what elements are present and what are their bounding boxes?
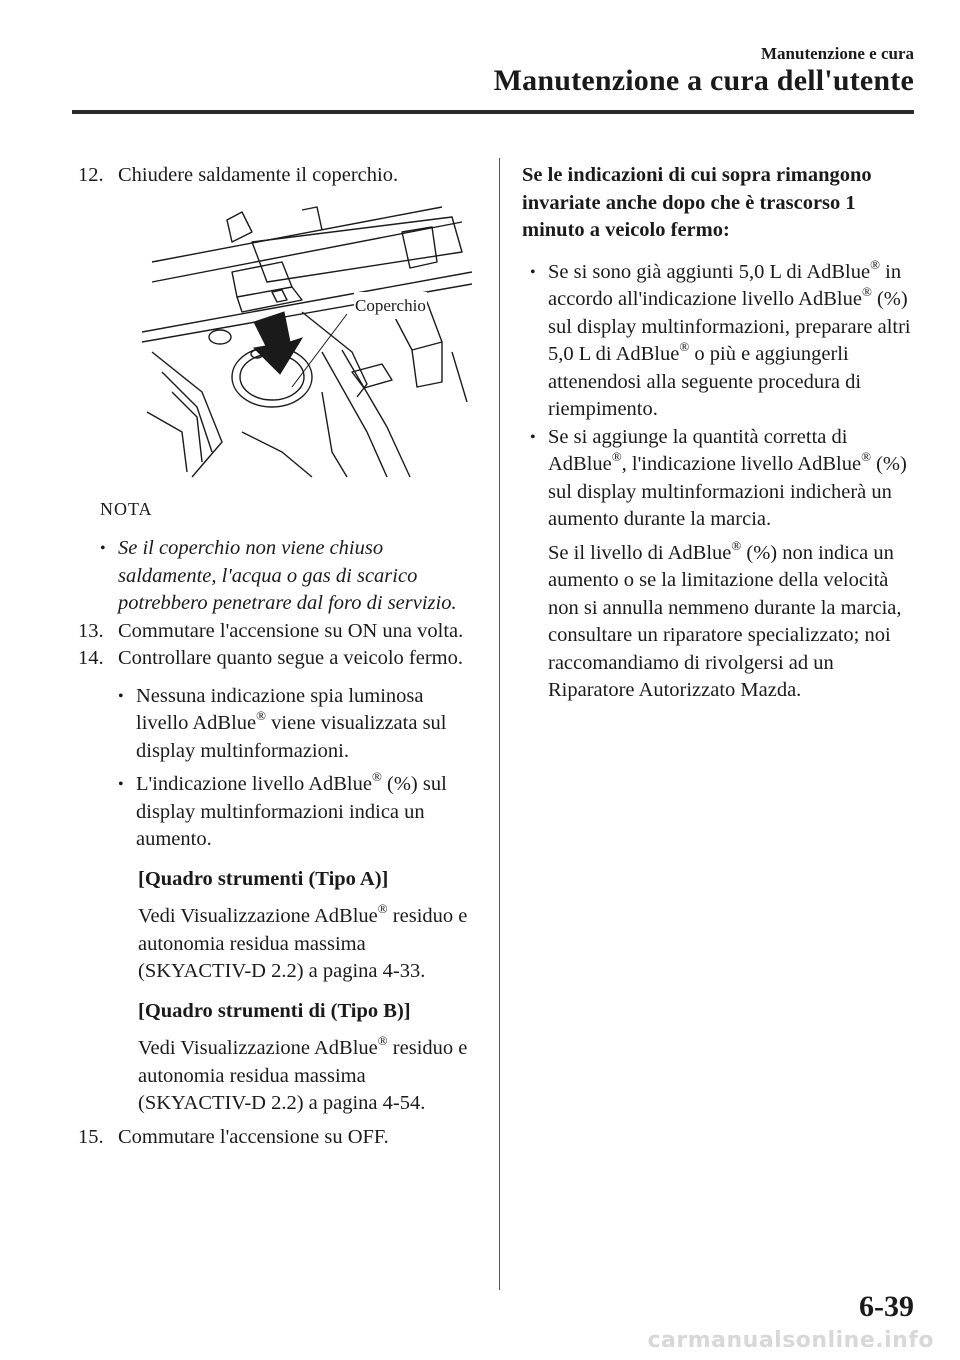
step-15: 15. Commutare l'accensione su OFF. xyxy=(78,1125,389,1148)
page-number: 6-39 xyxy=(859,1290,914,1323)
figure-label: Coperchio xyxy=(354,292,427,320)
list-item: • Se si aggiunge la quantità corretta di AdBlue®, l'indicazione livello AdBlue® (%) sul display multinformazioni indicherà un aumento durante la marcia. Se il livello di AdBlue® (%) non indica un aumento o se la limitazione della velocità non si annulla nemmeno durante la marcia, consultare un riparatore specializzato; noi raccomandiamo di rivolgersi ad un Riparatore Autorizzato Mazda. xyxy=(530,424,920,705)
step-13: 13. Commutare l'accensione su ON una volta. xyxy=(78,619,464,642)
bullet-icon: • xyxy=(100,540,106,557)
bullet-icon: • xyxy=(530,263,536,281)
watermark: carmanualsonline.info xyxy=(647,1328,934,1353)
list-item: • Se si sono già aggiunti 5,0 L di AdBlue® in accordo all'indicazione livello AdBlue® (%) sul display multinformazioni, preparare altri 5,0 L di AdBlue® o più e aggiungerli attenendosi alla seguente procedura di riempimento. xyxy=(530,259,920,424)
bullet-icon: • xyxy=(530,428,536,446)
action-list xyxy=(530,256,920,705)
header-rule xyxy=(72,110,914,114)
cross-reference: Vedi Visualizzazione AdBlue® residuo e autonomia residua massima (SKYACTIV-D 2.2) a pagina 4-33. xyxy=(138,901,468,982)
section-heading: Se le indicazioni di cui sopra rimangono invariate anche dopo che è trascorso 1 minuto a veicolo fermo: xyxy=(522,164,872,241)
sub-heading: [Quadro strumenti (Tipo A)] xyxy=(138,867,389,890)
step-12: 12. Chiudere saldamente il coperchio. xyxy=(78,164,399,186)
cap-illustration xyxy=(142,202,472,482)
bullet-icon: • xyxy=(118,687,124,705)
column-divider xyxy=(499,158,500,1290)
advice-paragraph: Se il livello di AdBlue® (%) non indica un aumento o se la limitazione della velocità non si annulla nemmeno durante la marcia, consultare un riparatore specializzato; noi raccomandiamo di rivolgersi ad un Riparatore Autorizzato Mazda. xyxy=(548,537,902,701)
note-title: NOTA xyxy=(100,498,153,519)
list-item: • L'indicazione livello AdBlue® (%) sul display multinformazioni indica un aumento. xyxy=(118,771,478,854)
cross-reference: Vedi Visualizzazione AdBlue® residuo e autonomia residua massima (SKYACTIV-D 2.2) a pagina 4-54. xyxy=(138,1033,468,1114)
check-list xyxy=(118,683,478,854)
cluster-type-b xyxy=(138,998,478,1118)
note-item: • Se il coperchio non viene chiuso saldamente, l'acqua o gas di scarico potrebbero penetrare dal foro di servizio. xyxy=(100,535,478,618)
note-box xyxy=(100,496,478,618)
list-item: • Nessuna indicazione spia luminosa livello AdBlue® viene visualizzata sul display multinformazioni. xyxy=(118,683,478,766)
header-section: Manutenzione e cura xyxy=(761,44,914,63)
step-14: 14. Controllare quanto segue a veicolo fermo. xyxy=(78,647,463,669)
bullet-icon: • xyxy=(118,776,124,793)
sub-heading: [Quadro strumenti di (Tipo B)] xyxy=(138,999,411,1022)
header-title: Manutenzione a cura dell'utente xyxy=(493,64,914,97)
press-arrow-icon xyxy=(254,312,302,374)
cap-drawing xyxy=(142,202,472,482)
cluster-type-a xyxy=(138,866,478,986)
left-column xyxy=(78,162,478,1151)
right-column xyxy=(522,162,920,705)
